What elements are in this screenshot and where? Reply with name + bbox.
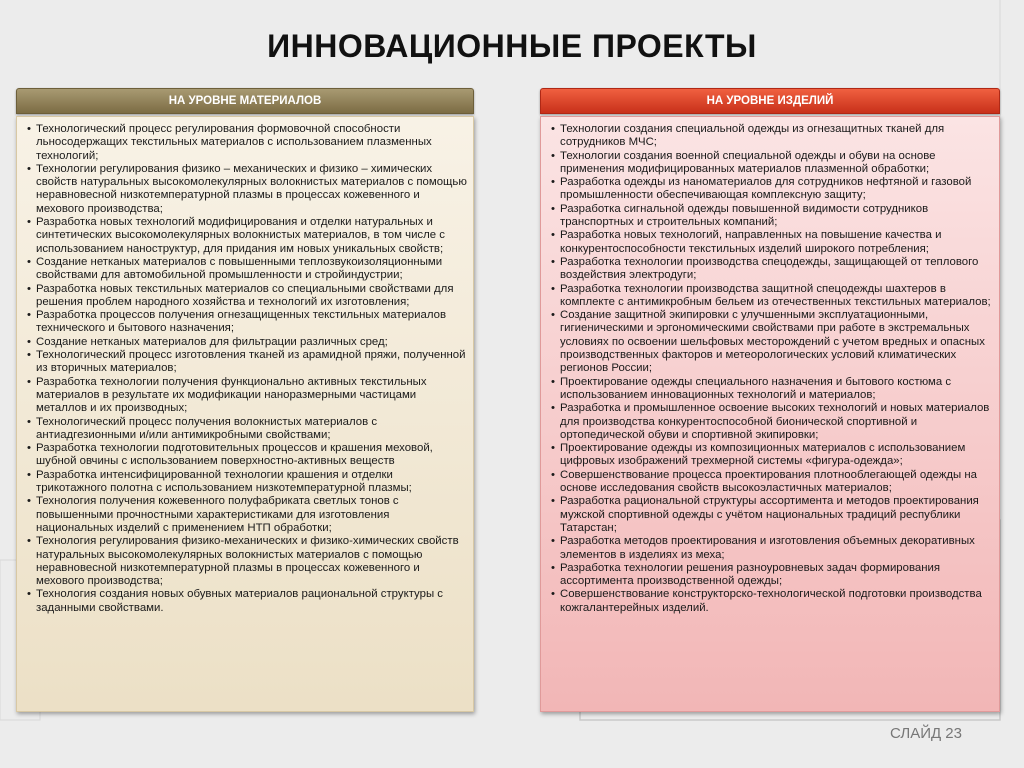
list-item [551,402,993,442]
bullet-icon: • [551,535,555,548]
list-item [27,469,467,496]
list-item-text: Разработка методов проектирования и изготовления объемных декоративных элементов в изделиях из меха; [560,535,975,561]
list-item-text: Технология регулирования физико-механических и физико-химических свойств натуральных высокомолекулярных волокнистых материалов с помощью неравновесной низкотемпературной плазмы в процессах кожевенного и мехового производства; [36,535,459,588]
list-item [551,469,993,496]
list-item-text: Разработка одежды из наноматериалов для сотрудников нефтяной и газовой промышленности обеспечивающая комплексную защиту; [560,176,972,202]
bullet-icon: • [551,255,555,268]
list-item-text: Технологии создания специальной одежды из огнезащитных тканей для сотрудников МЧС; [560,123,945,149]
materials-panel [16,88,474,712]
bullet-icon: • [27,495,31,508]
materials-panel-header: НА УРОВНЕ МАТЕРИАЛОВ [16,88,474,114]
bullet-icon: • [27,535,31,548]
list-item-text: Разработка рациональной структуры ассортимента и методов проектирования мужской спортивной одежды с учётом национальных традиций республики Татарстан; [560,495,979,534]
list-item-text: Проектирование одежды из композиционных материалов с использованием цифровых изображений трехмерной системы «фигура-одежда»; [560,442,966,468]
list-item-text: Разработка интенсифицированной технологии крашения и отделки трикотажного полотна с использованием низкотемпературной плазмы; [36,468,412,495]
list-item-text: Разработка сигнальной одежды повышенной видимости сотрудников транспортных и строительных компаний; [560,202,929,229]
list-item [551,283,993,310]
list-item-text: Разработка технологии подготовительных процессов и крашения меховой, шубной овчины с использованием поверхностно-активных веществ [36,442,433,468]
list-item [27,336,467,349]
bullet-icon: • [27,335,31,348]
bullet-icon: • [551,495,555,508]
products-panel-body [540,116,1000,712]
list-item-text: Технологический процесс изготовления тканей из арамидной пряжи, полученной из вторичных материалов; [36,349,466,375]
page-title: ИННОВАЦИОННЫЕ ПРОЕКТЫ [267,28,757,64]
list-item [551,495,993,535]
bullet-icon: • [551,202,555,215]
list-item-text: Технология получения кожевенного полуфабриката светлых тонов с повышенными прочностными характеристиками для изготовления национальных изделий с применением НТП обработки; [36,495,399,534]
bullet-icon: • [551,468,555,481]
list-item [27,416,467,443]
bullet-icon: • [551,282,555,295]
list-item [551,535,993,562]
list-item-text: Разработка и промышленное освоение высоких технологий и новых материалов для производства конкурентоспособной бионической спортивной и ортопедической обуви и спортивной экипировки; [560,402,990,441]
list-item [551,123,993,150]
list-item-text: Разработка технологии производства спецодежды, защищающей от теплового воздействия электродуги; [560,255,979,282]
bullet-icon: • [551,309,555,322]
bullet-icon: • [27,282,31,295]
bullet-icon: • [27,309,31,322]
list-item [27,216,467,256]
bullet-icon: • [27,255,31,268]
list-item-text: Разработка технологии решения разноуровневых задач формирования ассортимента производственной одежды; [560,561,941,588]
bullet-icon: • [551,229,555,242]
bullet-icon: • [27,216,31,229]
bullet-icon: • [27,349,31,362]
list-item [551,229,993,256]
bullet-icon: • [27,415,31,428]
list-item [27,495,467,535]
list-item [27,588,467,615]
bullet-icon: • [551,402,555,415]
list-item-text: Разработка технологии производства защитной спецодежды шахтеров в комплекте с антимикробным бельем из отечественных текстильных материалов; [560,282,991,308]
list-item-text: Совершенствование конструкторско-технологической подготовки производства кожгалантерейных изделий. [560,588,982,614]
list-item-text: Создание нетканых материалов с повышенными теплозвукоизоляционными свойствами для автомобильной промышленности и стройиндустрии; [36,255,443,282]
list-item-text: Технологический процесс регулирования формовочной способности льносодержащих текстильных материалов с использованием плазменных технологий; [36,123,432,162]
list-item-text: Разработка технологии получения функционально активных текстильных материалов в результате их модификации наноразмерными частицами металлов и их производных; [36,375,427,415]
bullet-icon: • [551,561,555,574]
list-item-text: Технологии регулирования физико – механических и физико – химических свойств натуральных высокомолекулярных волокнистых материалов с помощью неравновесной низкотемпературной плазмы в процессах кожевенного и мехового производства; [36,162,467,215]
bullet-icon: • [27,123,31,135]
list-item-text: Разработка новых текстильных материалов со специальными свойствами для решения проблем народного хозяйства и технологий их изготовления; [36,282,454,308]
bullet-icon: • [27,588,31,601]
products-panel-header: НА УРОВНЕ ИЗДЕЛИЙ [540,88,1000,114]
list-item [551,442,993,469]
list-item-text: Создание нетканых материалов для фильтрации различных сред; [36,335,388,348]
list-item-text: Создание защитной экипировки с улучшенными эксплуатационными, гигиеническими и эргономическими свойствами при работе в экстремальных условиях по освоении шельфовых месторождений с учетом вредных и опасных производственных факторов и метеорологических условий климатических регионов России; [560,309,985,375]
bullet-icon: • [551,149,555,162]
bullet-icon: • [27,442,31,455]
products-panel [540,88,1000,712]
materials-panel-body [16,116,474,712]
list-item-text: Разработка новых технологий модифицирования и отделки натуральных и синтетических высокомолекулярных волокнистых материалов, в том числе с использованием наноструктур, для придания им новых уникальных свойств; [36,216,445,255]
list-item [551,309,993,375]
bullet-icon: • [27,162,31,175]
list-item-text: Разработка процессов получения огнезащищенных текстильных материалов технического и бытового назначения; [36,309,446,335]
materials-list [27,123,467,615]
products-list [551,123,993,615]
list-item [27,123,467,163]
list-item [551,203,993,230]
list-item [551,588,993,615]
list-item-text: Технология создания новых обувных материалов рациональной структуры с заданными свойствами. [36,588,443,614]
list-item [27,163,467,216]
list-item-text: Проектирование одежды специального назначения и бытового костюма с использованием инновационных технологий и материалов; [560,375,952,401]
bullet-icon: • [27,375,31,388]
bullet-icon: • [551,375,555,388]
list-item [27,256,467,283]
bullet-icon: • [551,588,555,601]
list-item [27,283,467,310]
list-item [27,442,467,469]
bullet-icon: • [27,468,31,481]
list-item [27,535,467,588]
list-item [551,176,993,203]
list-item-text: Технологии создания военной специальной одежды и обуви на основе применения модифицированных материалов плазменной обработки; [560,149,936,175]
bullet-icon: • [551,176,555,189]
list-item [551,256,993,283]
bullet-icon: • [551,123,555,135]
list-item-text: Разработка новых технологий, направленных на повышение качества и конкурентоспособности текстильных изделий широкого потребления; [560,229,942,255]
slide-number: СЛАЙД 23 [890,725,962,742]
list-item [27,309,467,336]
bullet-icon: • [551,442,555,455]
list-item [27,376,467,416]
list-item-text: Совершенствование процесса проектирования плотнооблегающей одежды на основе исследования свойств высокоэластичных материалов; [560,468,978,495]
list-item-text: Технологический процесс получения волокнистых материалов с антиадгезионными и/или антимикробными свойствами; [36,415,378,441]
list-item [551,376,993,403]
list-item [551,150,993,177]
list-item [27,349,467,376]
list-item [551,562,993,589]
